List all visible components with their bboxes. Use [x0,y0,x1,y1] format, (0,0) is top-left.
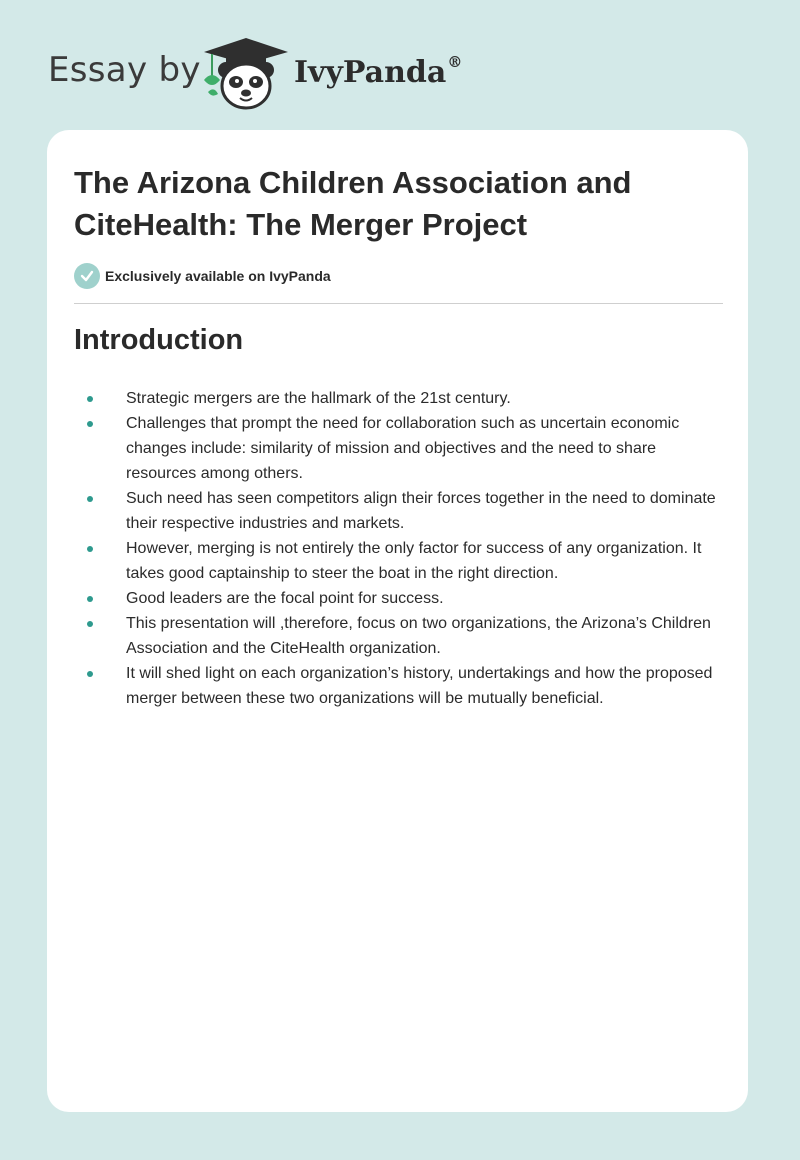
list-item-text: Challenges that prompt the need for collaboration such as uncertain economic changes include: similarity of mission and objectives and the need to share resources among others. [126,415,680,482]
list-item-text: However, merging is not entirely the only factor for success of any organization. It takes good captainship to steer the boat in the right direction. [126,540,702,582]
section-heading: Introduction [74,324,244,356]
exclusive-badge [74,263,331,289]
bullet-icon [87,496,93,502]
bullet-list [74,386,724,711]
list-item-text: Good leaders are the focal point for success. [126,590,444,607]
list-item [74,536,724,586]
list-item [74,411,724,486]
list-item-text: This presentation will ,therefore, focus on two organizations, the Arizona’s Children Association and the CiteHealth organization. [126,615,711,657]
registered-mark: ® [447,53,463,71]
list-item [74,586,724,611]
bullet-icon [87,546,93,552]
list-item [74,486,724,536]
list-item [74,661,724,711]
page-title: The Arizona Children Association and CiteHealth: The Merger Project [74,165,632,242]
list-item-text: Strategic mergers are the hallmark of the 21st century. [126,390,511,407]
bullet-icon [87,421,93,427]
badge-label: Exclusively available on IvyPanda [105,268,331,284]
essay-by-label: Essay by [48,50,201,90]
list-item [74,611,724,661]
list-item-text: Such need has seen competitors align their forces together in the need to dominate their respective industries and markets. [126,490,716,532]
list-item [74,386,724,411]
divider [74,303,723,304]
check-icon [74,263,100,289]
brand-name[interactable] [294,55,462,90]
panda-logo-icon[interactable] [200,36,292,112]
bullet-icon [87,671,93,677]
bullet-icon [87,596,93,602]
bullet-icon [87,621,93,627]
document-card [47,130,748,1112]
site-header [0,0,800,130]
list-item-text: It will shed light on each organization’s history, undertakings and how the proposed merger between these two organizations will be mutually beneficial. [126,665,713,707]
bullet-icon [87,396,93,402]
brand-text: IvyPanda [294,55,447,90]
